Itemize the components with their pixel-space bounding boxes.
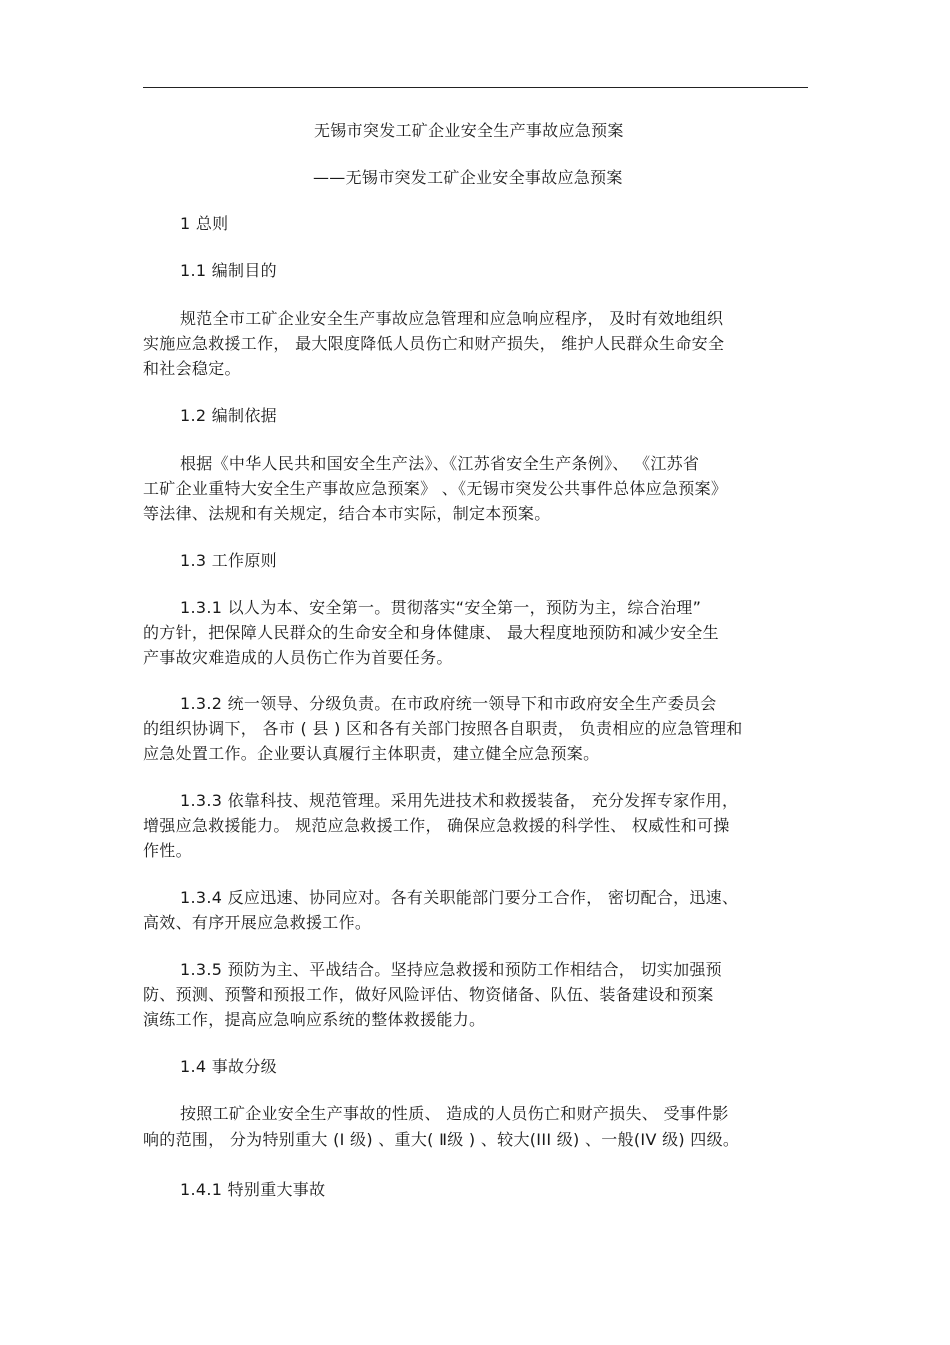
paragraph-line: 按照工矿企业安全生产事故的性质、 造成的人员伤亡和财产损失、 受事件影: [180, 1104, 729, 1123]
paragraph-line: 1.3.1 以人为本、安全第一。贯彻落实“安全第一，预防为主，综合治理”: [180, 598, 702, 617]
paragraph-line: 1.3.4 反应迅速、协同应对。各有关职能部门要分工合作， 密切配合，迅速、: [180, 888, 739, 907]
document-subtitle: ——无锡市突发工矿企业安全事故应急预案: [313, 168, 623, 187]
header-rule: [143, 87, 808, 88]
section-heading-1-1: 1.1 编制目的: [180, 261, 277, 280]
paragraph-line: 实施应急救援工作， 最大限度降低人员伤亡和财产损失， 维护人民群众生命安全: [143, 334, 725, 353]
paragraph-line: 防、预测、预警和预报工作，做好风险评估、物资储备、队伍、装备建设和预案: [143, 985, 714, 1004]
paragraph-line: 1.3.5 预防为主、平战结合。坚持应急救援和预防工作相结合， 切实加强预: [180, 960, 722, 979]
paragraph-line: 等法律、法规和有关规定，结合本市实际，制定本预案。: [143, 504, 551, 523]
paragraph-line: 增强应急救援能力。 规范应急救援工作， 确保应急救援的科学性、 权威性和可操: [143, 816, 730, 835]
paragraph-line: 工矿企业重特大安全生产事故应急预案》 、《无锡市突发公共事件总体应急预案》: [143, 479, 728, 498]
section-heading-1-4-1: 1.4.1 特别重大事故: [180, 1180, 326, 1199]
section-heading-1: 1 总则: [180, 214, 229, 233]
section-heading-1-3: 1.3 工作原则: [180, 551, 277, 570]
paragraph-line: 根据《中华人民共和国安全生产法》、《江苏省安全生产条例》、 《江苏省: [180, 454, 700, 473]
paragraph-line: 产事故灾难造成的人员伤亡作为首要任务。: [143, 648, 453, 667]
paragraph-line: 响的范围， 分为特别重大 (I 级) 、重大( Ⅱ级 ) 、较大(III 级) 、一般(IV 级) 四级。: [143, 1130, 740, 1149]
paragraph-line: 的组织协调下， 各市 ( 县 ) 区和各有关部门按照各自职责， 负责相应的应急管理和: [143, 719, 743, 738]
paragraph-line: 的方针，把保障人民群众的生命安全和身体健康、 最大程度地预防和减少安全生: [143, 623, 719, 642]
document-title: 无锡市突发工矿企业安全生产事故应急预案: [314, 121, 624, 140]
section-heading-1-2: 1.2 编制依据: [180, 406, 277, 425]
paragraph-line: 高效、有序开展应急救援工作。: [143, 913, 372, 932]
paragraph-line: 作性。: [143, 841, 192, 860]
paragraph-line: 规范全市工矿企业安全生产事故应急管理和应急响应程序， 及时有效地组织: [180, 309, 724, 328]
section-heading-1-4: 1.4 事故分级: [180, 1057, 277, 1076]
paragraph-line: 1.3.3 依靠科技、规范管理。采用先进技术和救援装备， 充分发挥专家作用，: [180, 791, 739, 810]
paragraph-line: 1.3.2 统一领导、分级负责。在市政府统一领导下和市政府安全生产委员会: [180, 694, 717, 713]
paragraph-line: 演练工作，提高应急响应系统的整体救援能力。: [143, 1010, 486, 1029]
paragraph-line: 应急处置工作。企业要认真履行主体职责，建立健全应急预案。: [143, 744, 600, 763]
paragraph-line: 和社会稳定。: [143, 359, 241, 378]
